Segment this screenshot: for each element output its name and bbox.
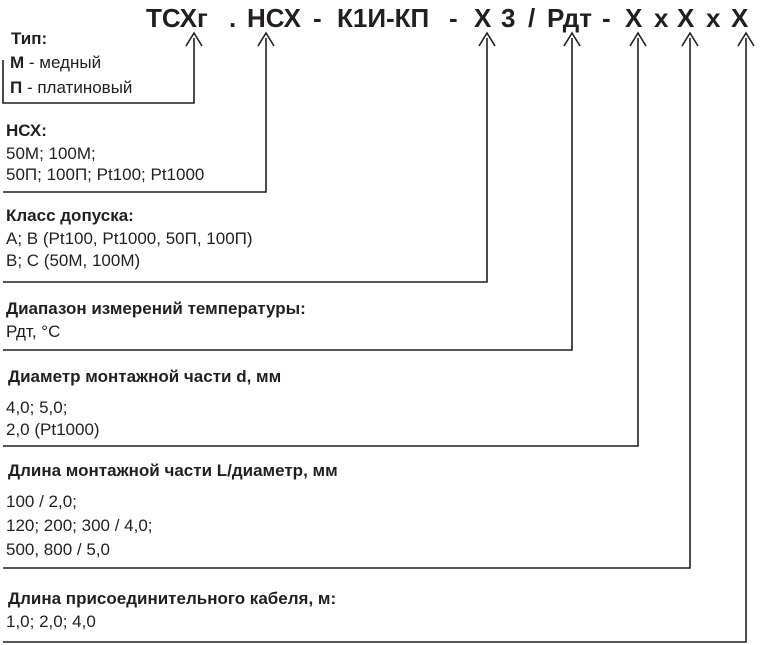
code-nsh: НСХ	[247, 3, 301, 33]
code-x-2: х	[706, 3, 721, 33]
code-model: К1И-КП	[337, 3, 430, 33]
code-class: Х	[474, 3, 492, 33]
length-line-3: 500, 800 / 5,0	[6, 540, 110, 559]
type-line-platinum	[10, 77, 132, 98]
diameter-line-2: 2,0 (Pt1000)	[6, 420, 100, 439]
cable-line-1: 1,0; 2,0; 4,0	[6, 612, 96, 631]
type-key-platinum: П	[10, 78, 23, 97]
code-range: Рдт	[547, 3, 592, 33]
type-text-platinum: - платиновый	[22, 78, 133, 97]
code-dot: .	[229, 3, 237, 33]
length-heading: Длина монтажной части L/диаметр, мм	[8, 461, 338, 480]
nsh-line-1: 50М; 100М;	[6, 144, 96, 163]
range-heading: Диапазон измерений температуры:	[6, 299, 306, 318]
type-heading: Тип:	[11, 29, 48, 48]
code-dash-1: -	[313, 3, 322, 33]
code-x-1: х	[654, 3, 669, 33]
code-length: Х	[677, 3, 695, 33]
tolerance-line-2: В; С (50М, 100М)	[6, 251, 141, 270]
type-line-copper	[10, 52, 101, 73]
tolerance-heading: Класс допуска:	[6, 206, 134, 225]
diameter-heading: Диаметр монтажной части d, мм	[8, 367, 282, 386]
range-line-1: Рдт, °С	[6, 322, 61, 341]
code-cable: Х	[731, 3, 749, 33]
code-dash-3: -	[602, 3, 611, 33]
length-line-1: 100 / 2,0;	[6, 492, 77, 511]
type-text-copper: - медный	[24, 53, 102, 72]
diameter-line-1: 4,0; 5,0;	[6, 398, 68, 417]
type-key-copper: М	[10, 53, 25, 72]
connector-cable	[3, 38, 746, 642]
nsh-heading: НСХ:	[6, 121, 47, 140]
length-line-2: 120; 200; 300 / 4,0;	[6, 516, 153, 535]
code-slash: /	[528, 3, 536, 33]
code-series: ТСХг	[146, 3, 208, 33]
code-dash-2: -	[449, 3, 458, 33]
code-diameter: Х	[625, 3, 643, 33]
nsh-line-2: 50П; 100П; Pt100; Pt1000	[6, 165, 205, 184]
code-number: 3	[501, 3, 516, 33]
tolerance-line-1: А; В (Pt100, Pt1000, 50П, 100П)	[6, 229, 253, 248]
cable-heading: Длина присоединительного кабеля, м:	[8, 589, 337, 608]
